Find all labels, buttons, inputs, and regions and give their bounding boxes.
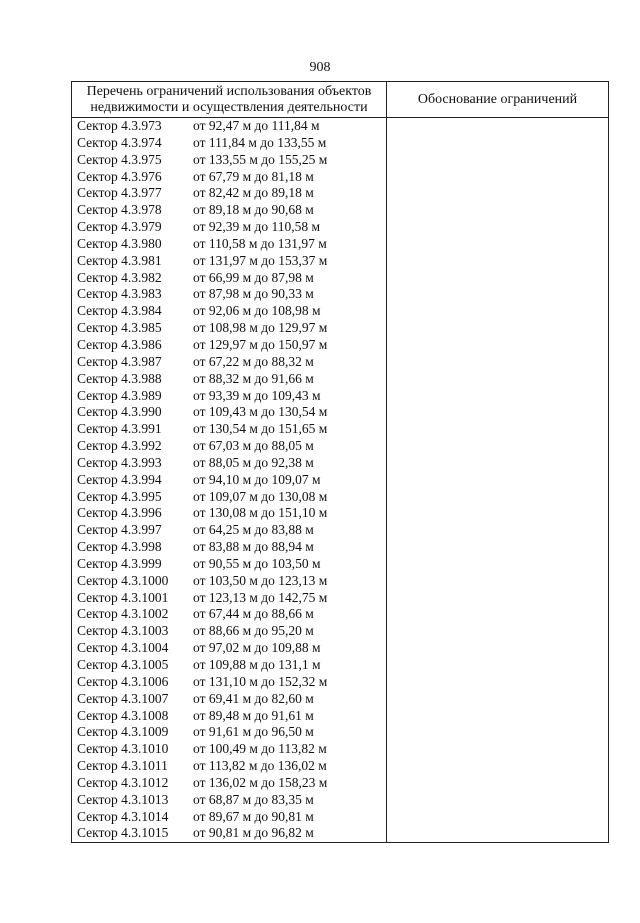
table-row (72, 404, 386, 421)
table-row (72, 169, 386, 186)
table-row (72, 388, 386, 405)
table-row (72, 472, 386, 489)
distance-range: от 133,55 м до 155,25 м (193, 151, 328, 167)
sector-id: Сектор 4.3.1008 (77, 707, 169, 723)
table-row (72, 522, 386, 539)
distance-range: от 93,39 м до 109,43 м (193, 387, 321, 403)
table-row (72, 118, 386, 135)
table-row (72, 758, 386, 775)
page-number: 908 (309, 60, 331, 75)
distance-range: от 109,43 м до 130,54 м (193, 404, 328, 420)
table-body-row (72, 118, 609, 843)
distance-range: от 123,13 м до 142,75 м (193, 589, 328, 605)
table-row (72, 135, 386, 152)
table-row (72, 337, 386, 354)
sector-id: Сектор 4.3.998 (77, 539, 162, 555)
sector-id: Сектор 4.3.1002 (77, 606, 169, 622)
distance-range: от 100,49 м до 113,82 м (193, 741, 327, 757)
distance-range: от 92,47 м до 111,84 м (193, 118, 320, 133)
table-row (72, 354, 386, 371)
sector-id: Сектор 4.3.985 (77, 320, 162, 336)
sector-id: Сектор 4.3.995 (77, 488, 162, 504)
table-row (72, 674, 386, 691)
sector-id: Сектор 4.3.979 (77, 219, 162, 235)
sector-id: Сектор 4.3.1001 (77, 589, 169, 605)
distance-range: от 69,41 м до 82,60 м (193, 690, 314, 706)
sector-id: Сектор 4.3.978 (77, 202, 162, 218)
sector-id: Сектор 4.3.990 (77, 404, 162, 420)
table-row (72, 303, 386, 320)
sector-id: Сектор 4.3.1013 (77, 791, 169, 807)
distance-range: от 103,50 м до 123,13 м (193, 572, 328, 588)
distance-range: от 110,58 м до 131,97 м (193, 235, 327, 251)
distance-range: от 131,10 м до 152,32 м (193, 673, 328, 689)
sector-id: Сектор 4.3.1010 (77, 741, 169, 757)
distance-range: от 87,98 м до 90,33 м (193, 286, 314, 302)
sector-id: Сектор 4.3.997 (77, 522, 162, 538)
distance-range: от 109,88 м до 131,1 м (193, 657, 321, 672)
sector-id: Сектор 4.3.1012 (77, 774, 169, 790)
sector-id: Сектор 4.3.973 (77, 118, 162, 133)
table-row (72, 792, 386, 809)
distance-range: от 111,84 м до 133,55 м (193, 134, 327, 150)
sector-id: Сектор 4.3.1015 (77, 825, 169, 841)
table-row (72, 219, 386, 236)
table-row (72, 539, 386, 556)
table-row (72, 657, 386, 674)
table-row (72, 640, 386, 657)
table-row (72, 202, 386, 219)
sector-id: Сектор 4.3.1006 (77, 673, 169, 689)
table-row (72, 691, 386, 708)
distance-range: от 91,61 м до 96,50 м (193, 724, 314, 740)
sector-id: Сектор 4.3.996 (77, 505, 162, 521)
table-row (72, 775, 386, 792)
table-row (72, 590, 386, 607)
distance-range: от 113,82 м до 136,02 м (193, 758, 327, 774)
distance-range: от 92,39 м до 110,58 м (193, 219, 321, 235)
sector-id: Сектор 4.3.1009 (77, 724, 169, 740)
distance-range: от 89,67 м до 90,81 м (193, 808, 314, 824)
table-row (72, 421, 386, 438)
table-row (72, 185, 386, 202)
distance-range: от 94,10 м до 109,07 м (193, 471, 321, 487)
table-row (72, 724, 386, 741)
sector-id: Сектор 4.3.988 (77, 370, 162, 386)
sector-id: Сектор 4.3.981 (77, 252, 162, 268)
sector-id: Сектор 4.3.1004 (77, 640, 169, 656)
table-row (72, 455, 386, 472)
table-row (72, 623, 386, 640)
sector-id: Сектор 4.3.982 (77, 269, 162, 285)
distance-range: от 88,05 м до 92,38 м (193, 454, 314, 470)
table-row (72, 708, 386, 725)
table-row (72, 489, 386, 506)
distance-range: от 83,88 м до 88,94 м (193, 539, 314, 555)
distance-range: от 136,02 м до 158,23 м (193, 774, 328, 790)
distance-range: от 64,25 м до 83,88 м (193, 522, 314, 538)
sector-id: Сектор 4.3.1014 (77, 808, 169, 824)
sector-id: Сектор 4.3.991 (77, 421, 162, 437)
sector-id: Сектор 4.3.994 (77, 471, 162, 487)
sector-id: Сектор 4.3.983 (77, 286, 162, 302)
distance-range: от 90,81 м до 96,82 м (193, 825, 314, 841)
sector-id: Сектор 4.3.1007 (77, 690, 169, 706)
sector-id: Сектор 4.3.977 (77, 185, 162, 201)
table-row (72, 505, 386, 522)
sector-id: Сектор 4.3.987 (77, 353, 162, 369)
distance-range: от 89,48 м до 91,61 м (193, 707, 314, 723)
distance-range: от 67,22 м до 88,32 м (193, 353, 314, 369)
distance-range: от 66,99 м до 87,98 м (193, 269, 314, 285)
sector-id: Сектор 4.3.974 (77, 134, 162, 150)
distance-range: от 88,66 м до 95,20 м (193, 623, 314, 639)
restrictions-basis-cell (387, 118, 609, 843)
distance-range: от 89,18 м до 90,68 м (193, 202, 314, 218)
sector-id: Сектор 4.3.1000 (77, 572, 169, 588)
distance-range: от 68,87 м до 83,35 м (193, 791, 314, 807)
header-restrictions-basis: Обоснование ограничений (387, 82, 609, 118)
distance-range: от 130,08 м до 151,10 м (193, 505, 328, 521)
table-row (72, 606, 386, 623)
table-row (72, 236, 386, 253)
table-row (72, 809, 386, 826)
distance-range: от 67,44 м до 88,66 м (193, 606, 314, 622)
sector-id: Сектор 4.3.989 (77, 387, 162, 403)
header-restrictions-list (72, 82, 387, 118)
distance-range: от 92,06 м до 108,98 м (193, 303, 321, 319)
sector-id: Сектор 4.3.992 (77, 438, 162, 454)
sector-id: Сектор 4.3.980 (77, 235, 162, 251)
table-row (72, 741, 386, 758)
sector-id: Сектор 4.3.1011 (77, 758, 168, 774)
sector-id: Сектор 4.3.993 (77, 454, 162, 470)
header-list-line-2: недвижимости и осуществления деятельности (90, 99, 368, 115)
distance-range: от 88,32 м до 91,66 м (193, 370, 314, 386)
sector-id: Сектор 4.3.1003 (77, 623, 169, 639)
restrictions-table (71, 81, 609, 843)
distance-range: от 82,42 м до 89,18 м (193, 185, 314, 201)
distance-range: от 108,98 м до 129,97 м (193, 320, 328, 336)
distance-range: от 129,97 м до 150,97 м (193, 336, 328, 352)
sector-id: Сектор 4.3.986 (77, 336, 162, 352)
table-row (72, 371, 386, 388)
distance-range: от 90,55 м до 103,50 м (193, 555, 321, 571)
table-row (72, 825, 386, 842)
sector-id: Сектор 4.3.984 (77, 303, 162, 319)
sector-id: Сектор 4.3.976 (77, 168, 162, 184)
distance-range: от 130,54 м до 151,65 м (193, 421, 328, 437)
sector-id: Сектор 4.3.975 (77, 151, 162, 167)
sector-id: Сектор 4.3.1005 (77, 657, 169, 672)
table-row (72, 573, 386, 590)
distance-range: от 97,02 м до 109,88 м (193, 640, 321, 656)
restrictions-list-cell (72, 118, 387, 843)
table-row (72, 286, 386, 303)
distance-range: от 131,97 м до 153,37 м (193, 252, 328, 268)
table-row (72, 320, 386, 337)
sector-id: Сектор 4.3.999 (77, 555, 162, 571)
distance-range: от 109,07 м до 130,08 м (193, 488, 328, 504)
table-row (72, 270, 386, 287)
distance-range: от 67,03 м до 88,05 м (193, 438, 314, 454)
table-row (72, 152, 386, 169)
table-header-row (72, 82, 609, 118)
header-list-line-1: Перечень ограничений использования объектов (86, 83, 372, 99)
distance-range: от 67,79 м до 81,18 м (193, 168, 314, 184)
table-row (72, 253, 386, 270)
table-row (72, 556, 386, 573)
table-row (72, 438, 386, 455)
